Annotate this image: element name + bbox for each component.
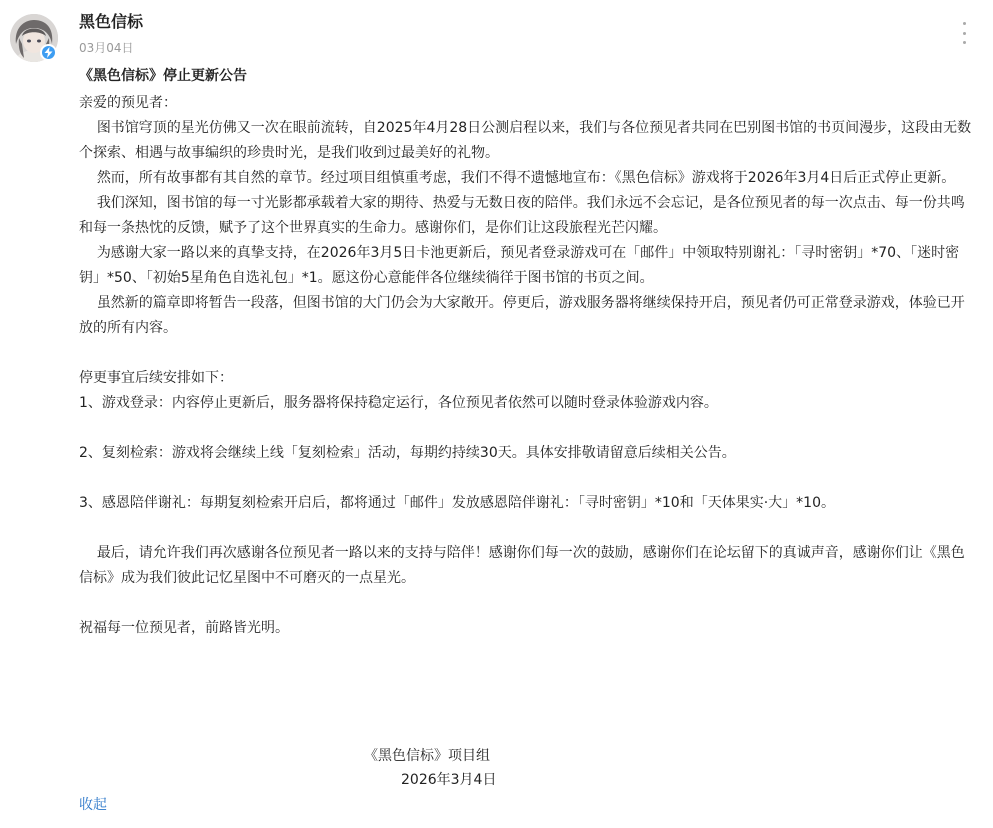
spacer [79,466,973,491]
spacer [79,591,973,616]
arrangement-item: 1、游戏登录：内容停止更新后，服务器将保持稳定运行，各位预见者依然可以随时登录体验游戏内容。 [79,395,718,411]
more-vertical-icon[interactable] [955,22,973,44]
greeting: 亲爱的预见者： [79,95,177,111]
spacer [79,341,973,366]
spacer [79,516,973,541]
post-body [79,64,973,641]
collapse-link[interactable]: 收起 [79,797,107,813]
arrangement-heading: 停更事宜后续安排如下： [79,370,233,386]
spacer [79,416,973,441]
paragraph: 我们深知，图书馆的每一寸光影都承载着大家的期待、热爱与无数日夜的陪伴。我们永远不会忘记，是各位预见者的每一次点击、每一份共鸣和每一条热忱的反馈，赋予了这个世界真实的生命力。感谢你们，是你们让这段旅程光芒闪耀。 [79,195,965,236]
blessing: 祝福每一位预见者，前路皆光明。 [79,620,289,636]
paragraph: 图书馆穹顶的星光仿佛又一次在眼前流转，自2025年4月28日公测启程以来，我们与各位预见者共同在巴别图书馆的书页间漫步，这段由无数个探索、相遇与故事编织的珍贵时光，是我们收到过最美好的礼物。 [79,120,972,161]
signature-team: 《黑色信标》项目组 [364,748,490,764]
paragraph: 然而，所有故事都有其自然的章节。经过项目组慎重考虑，我们不得不遗憾地宣布：《黑色信标》游戏将于2026年3月4日后正式停止更新。 [79,170,956,186]
paragraph: 虽然新的篇章即将暂告一段落，但图书馆的大门仍会为大家敞开。停更后，游戏服务器将继续保持开启，预见者仍可正常登录游戏，体验已开放的所有内容。 [79,295,965,336]
post-date: 03月04日 [79,41,134,55]
post-title: 《黑色信标》停止更新公告 [79,68,247,84]
closing-paragraph: 最后，请允许我们再次感谢各位预见者一路以来的支持与陪伴！感谢你们每一次的鼓励，感谢你们在论坛留下的真诚声音，感谢你们让《黑色信标》成为我们彼此记忆星图中不可磨灭的一点星光。 [79,545,965,586]
signature-date: 2026年3月4日 [401,772,497,788]
verified-badge [40,44,57,61]
arrangement-item: 2、复刻检索：游戏将会继续上线「复刻检索」活动，每期约持续30天。具体安排敬请留意后续相关公告。 [79,445,736,461]
lightning-bolt-icon [44,47,53,58]
arrangement-item: 3、感恩陪伴谢礼：每期复刻检索开启后，都将通过「邮件」发放感恩陪伴谢礼：「寻时密钥」*10和「天体果实·大」*10。 [79,495,835,511]
author-name[interactable]: 黑色信标 [79,12,144,31]
paragraph: 为感谢大家一路以来的真挚支持，在2026年3月5日卡池更新后，预见者登录游戏可在「邮件」中领取特别谢礼：「寻时密钥」*70、「迷时密钥」*50、「初始5星角色自选礼包」*1。愿这份心意能伴各位继续徜徉于图书馆的书页之间。 [79,245,960,286]
